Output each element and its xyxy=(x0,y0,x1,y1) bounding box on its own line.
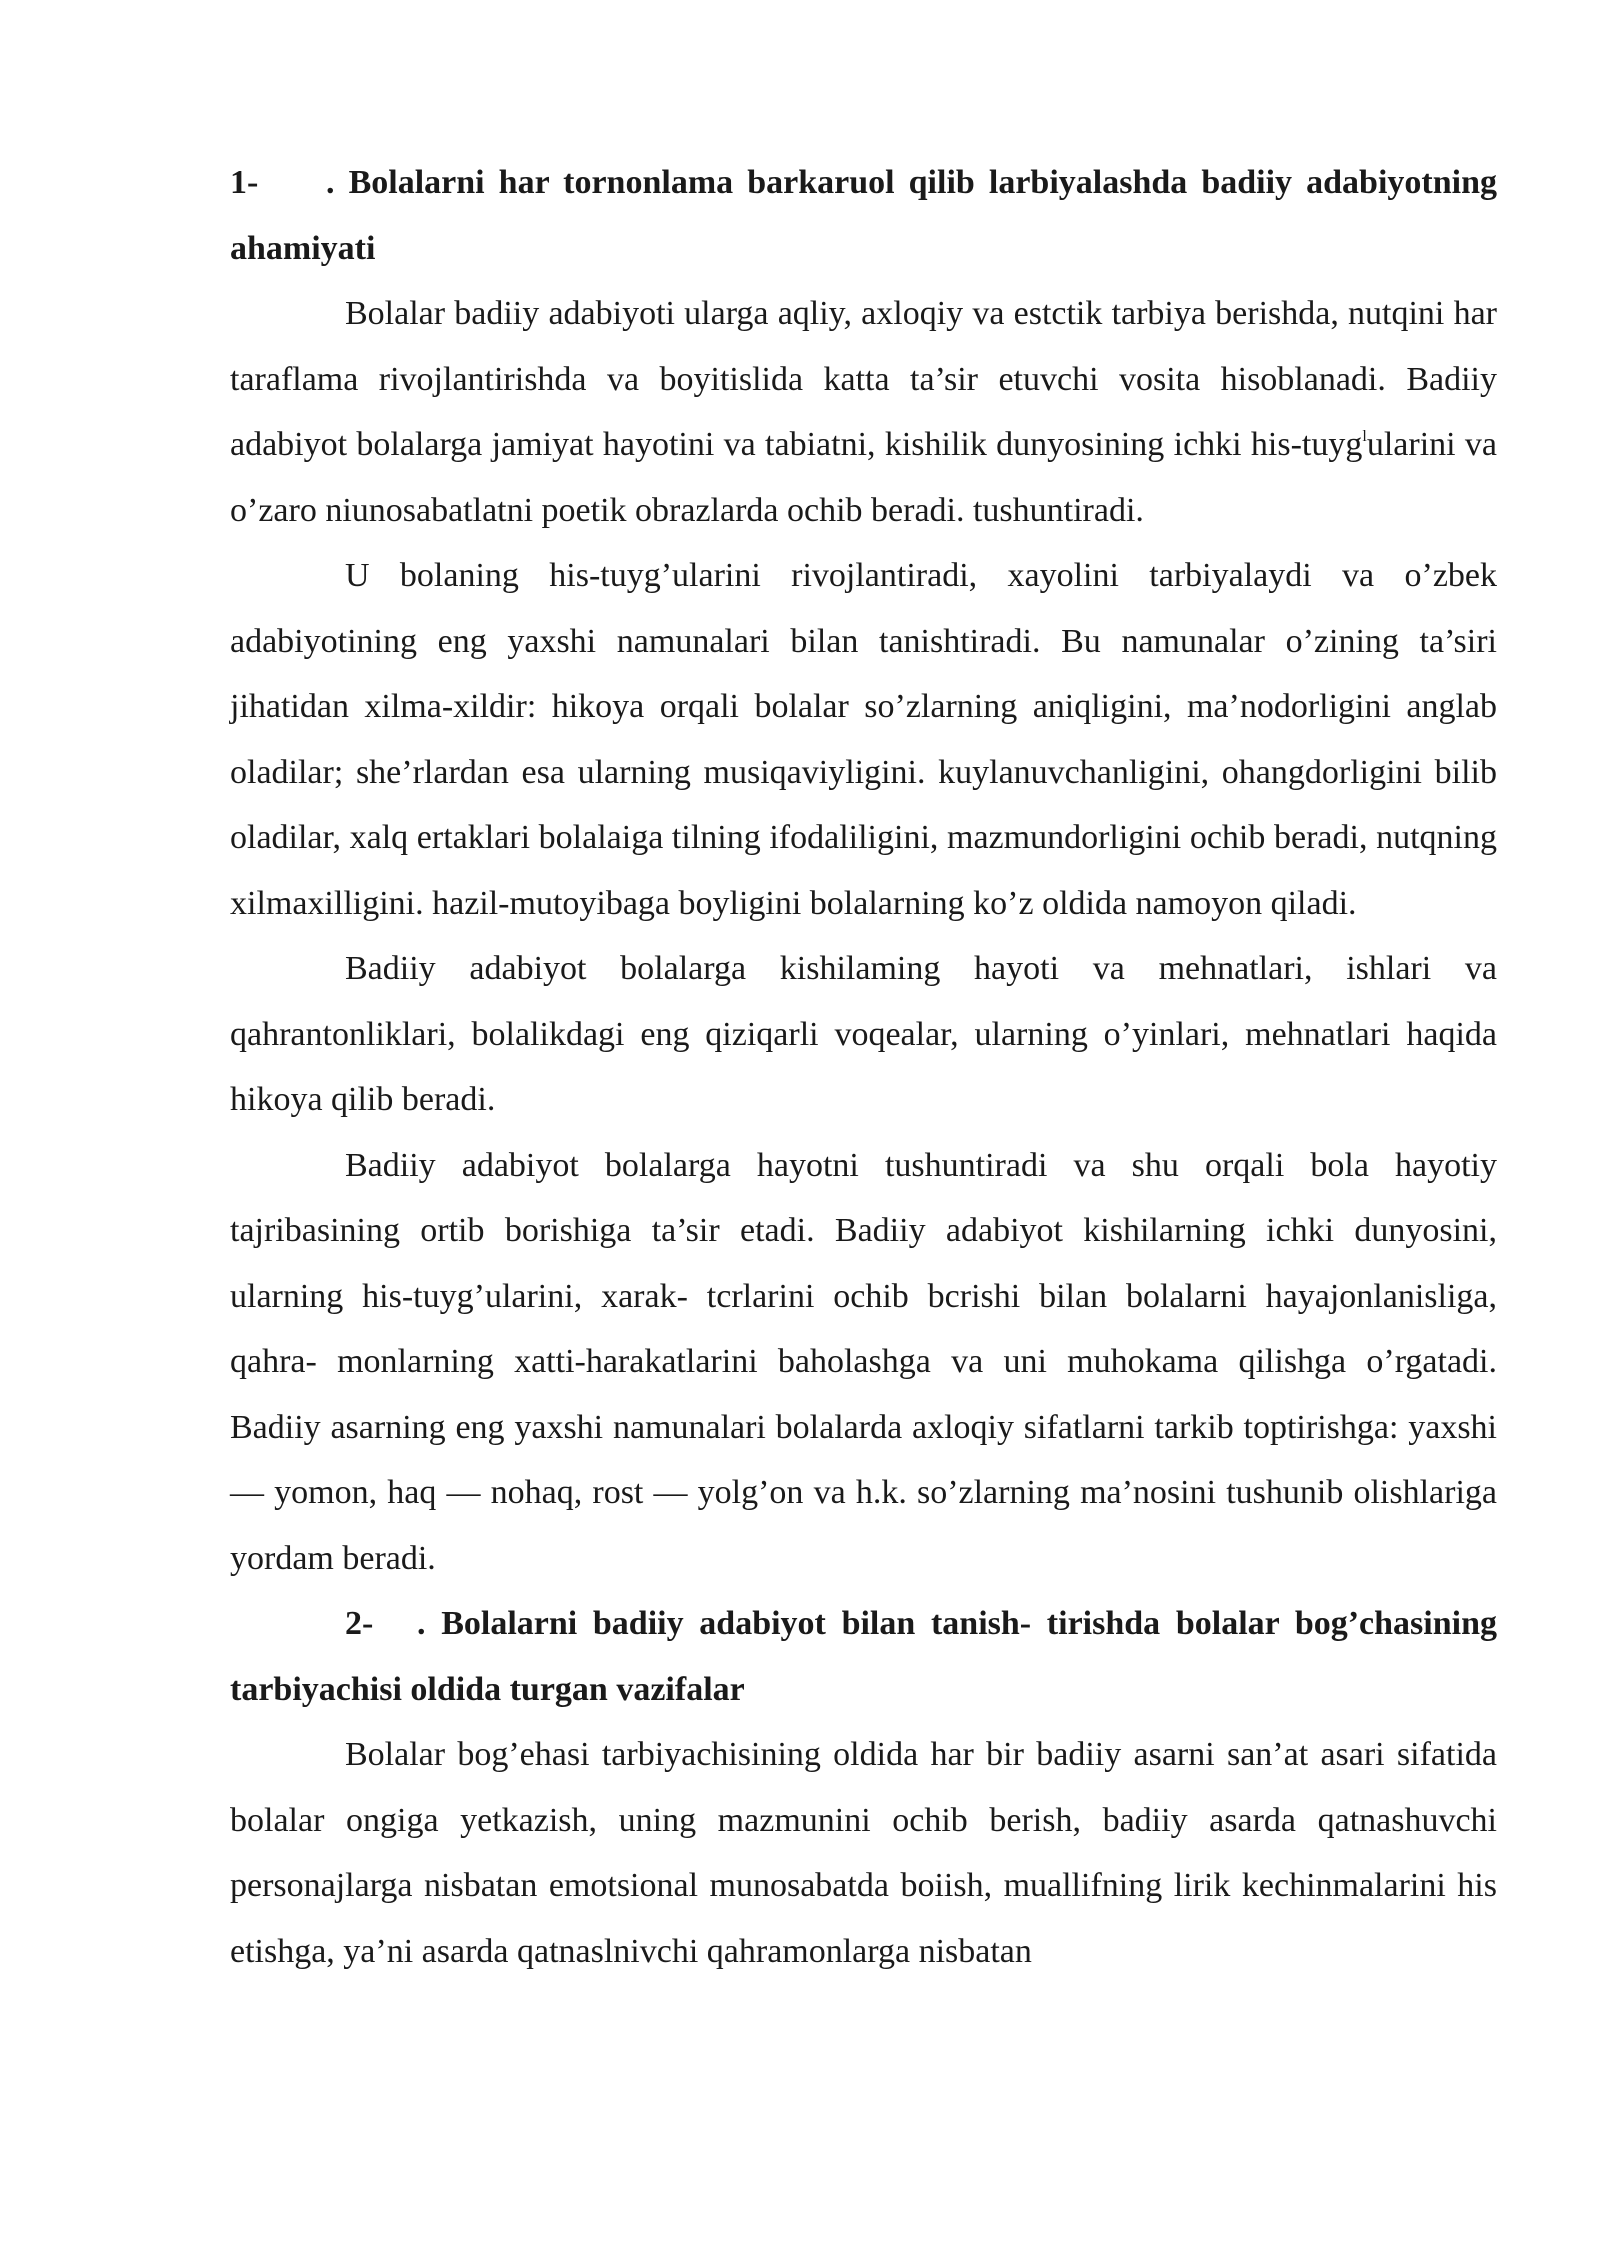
section-title: . Bolalarni har tornonlama barkaruol qilib larbiyalashda badiiy adabiyotning ahamiyati xyxy=(230,164,1497,267)
section-number: 1- xyxy=(230,164,259,201)
paragraph: Bolalar badiiy adabiyoti ularga aqliy, axloqiy va estctik tarbiya berishda, nutqini har taraflama rivojlantirishda va boyitislida katta ta’sir etuvchi vosita hisoblanadi. Badiiy adabiyot bolalarga jamiyat hayotini va tabiatni, kishilik dunyosining ichki his-tuyg$^l$ularini va o’zaro niunosabatlatni poetik obrazlarda ochib beradi. tushuntiradi. xyxy=(230,295,1497,529)
document-page xyxy=(230,150,1497,1984)
section-title: . Bolalarni badiiy adabiyot bilan tanish- tirishda bolalar bog’chasining tarbiyachisi oldida turgan vazifalar xyxy=(230,1605,1497,1708)
section-number: 2- xyxy=(345,1605,374,1642)
paragraph: Bolalar bog’ehasi tarbiyachisining oldida har bir badiiy asarni san’at asari sifatida bolalar ongiga yetkazish, uning mazmunini ochib berish, badiiy asarda qatnashuvchi personajlarga nisbatan emotsional munosabatda boiish, muallifning lirik kechinmalarini his etishga, ya’ni asarda qatnaslnivchi qahramonlarga nisbatan xyxy=(230,1736,1497,1970)
stray-mark: l xyxy=(1362,428,1367,445)
section-heading-1 xyxy=(230,150,1497,281)
paragraph: Badiiy adabiyot bolalarga kishilaming hayoti va mehnatlari, ishlari va qahrantonliklari, bolalikdagi eng qiziqarli voqealar, ularning o’yinlari, mehnatlari haqida hikoya qilib beradi. xyxy=(230,950,1497,1118)
paragraph: U bolaning his-tuyg’ularini rivojlantiradi, xayolini tarbiyalaydi va o’zbek adabiyotining eng yaxshi namunalari bilan tanishtiradi. Bu namunalar o’zining ta’siri jihatidan xilma-xildir: hikoya orqali bolalar so’zlarning aniqligini, ma’nodorligini anglab oladilar; she’rlardan esa ularning musiqaviyligini. kuylanuvchanligini, ohangdorligini bilib oladilar, xalq ertaklari bolalaiga tilning ifodaliligini, mazmundorligini ochib beradi, nutqning xilmaxilligini. hazil-mutoyibaga boyligini bolalarning ko’z oldida namoyon qiladi. xyxy=(230,557,1497,922)
paragraph: Badiiy adabiyot bolalarga hayotni tushuntiradi va shu orqali bola hayotiy tajribasining ortib borishiga ta’sir etadi. Badiiy adabiyot kishilarning ichki dunyosini, ularning his-tuyg’ularini, xarak- tcrlarini ochib bcrishi bilan bolalarni hayajonlanisliga, qahra- monlarning xatti-harakatlarini baholashga va uni muhokama qilishga o’rgatadi. Badiiy asarning eng yaxshi namunalari bolalarda axloqiy sifatlarni tarkib toptirishga: yaxshi — yomon, haq — nohaq, rost — yolg’on va h.k. so’zlarning ma’nosini tushunib olishlariga yordam beradi. xyxy=(230,1146,1497,1577)
section-heading-2 xyxy=(230,1591,1497,1722)
